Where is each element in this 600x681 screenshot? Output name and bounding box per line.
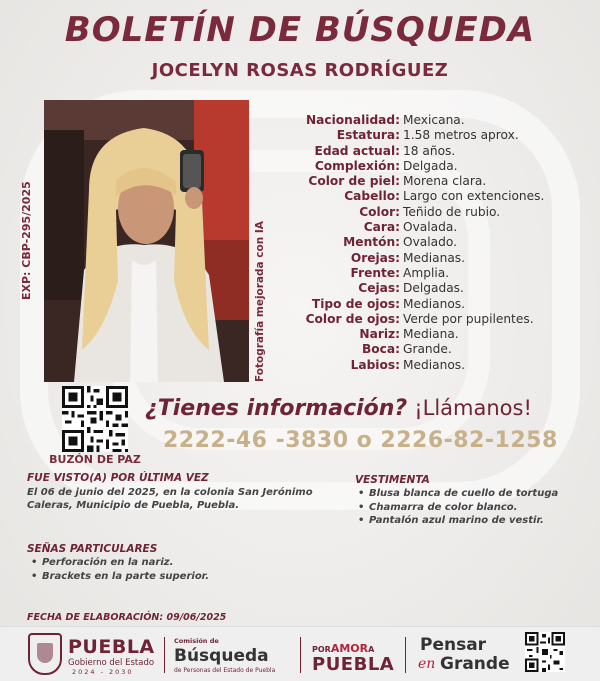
desc-row-color xyxy=(280,205,580,220)
desc-value: Teñido de rubio. xyxy=(403,204,501,219)
desc-value: Ovalada. xyxy=(403,220,458,235)
desc-row-menton xyxy=(280,235,580,250)
contact-phones[interactable]: 2222-46 -3830 o 2226-82-1258 xyxy=(163,428,558,453)
clothing-list xyxy=(357,487,558,528)
clothing-item: • Pantalón azul marino de vestir. xyxy=(357,514,558,528)
amor-text: AMOR xyxy=(330,642,369,655)
desc-value: Mexicana. xyxy=(403,113,465,127)
footer-divider xyxy=(405,637,406,673)
marks-heading: SEÑAS PARTICULARES xyxy=(27,543,158,555)
contact-call: ¡Llámanos! xyxy=(414,396,532,420)
contact-prompt xyxy=(145,396,595,421)
desc-row-cara xyxy=(280,220,580,235)
desc-value: Medianos. xyxy=(403,357,466,372)
desc-row-color-ojos xyxy=(280,312,580,327)
desc-row-cejas xyxy=(280,281,580,296)
gobierno-text: Gobierno del Estado xyxy=(68,658,155,668)
years-text: 2024 - 2030 xyxy=(72,668,134,676)
desc-label: Orejas: xyxy=(350,250,400,265)
por-text: POR xyxy=(312,645,331,654)
comision-text: Comisión de xyxy=(174,637,219,645)
desc-row-frente xyxy=(280,266,580,281)
a-text: A xyxy=(368,645,375,654)
desc-row-nariz xyxy=(280,327,580,342)
qr-code-icon xyxy=(62,386,128,452)
desc-value: Grande. xyxy=(403,342,452,357)
desc-label: Tipo de ojos: xyxy=(311,296,400,311)
desc-value: Ovalado. xyxy=(403,235,457,250)
desc-value: Largo con extenciones. xyxy=(403,189,545,204)
clothing-item: • Blusa blanca de cuello de tortuga xyxy=(357,487,558,501)
bulletin-title: BOLETÍN DE BÚSQUEDA xyxy=(64,10,536,50)
elaboration-date: FECHA DE ELABORACIÓN: 09/06/2025 xyxy=(27,612,227,623)
marks-list xyxy=(30,556,209,583)
clothing-heading: VESTIMENTA xyxy=(355,474,430,486)
mark-item: • Perforación en la nariz. xyxy=(30,556,209,570)
desc-row-nacionalidad xyxy=(280,113,580,128)
pensar-text: Pensar xyxy=(420,635,487,655)
desc-row-orejas xyxy=(280,251,580,266)
desc-row-complexion xyxy=(280,159,580,174)
contact-question: ¿Tienes información? xyxy=(145,396,408,421)
expediente-number: EXP: CBP-295/2025 xyxy=(20,181,33,300)
desc-row-piel xyxy=(280,174,580,189)
desc-label: Cejas: xyxy=(358,281,400,296)
desc-label: Frente: xyxy=(350,265,400,280)
footer-divider xyxy=(164,637,165,673)
footer-qr-code[interactable] xyxy=(525,632,565,672)
desc-value: Delgadas. xyxy=(403,281,464,296)
desc-label: Estatura: xyxy=(336,128,400,143)
mark-item: • Brackets en la parte superior. xyxy=(30,570,209,584)
photo-ai-note: Fotografía mejorada con IA xyxy=(254,221,266,382)
desc-label: Edad actual: xyxy=(314,143,400,158)
desc-row-estatura xyxy=(280,128,580,143)
desc-label: Cabello: xyxy=(344,189,400,204)
last-seen-line2: Caleras, Municipio de Puebla, Puebla. xyxy=(27,500,240,511)
en-text: en xyxy=(418,656,436,672)
qr-code-icon xyxy=(525,632,565,672)
person-photo-illustration xyxy=(44,100,249,382)
grande-text: Grande xyxy=(440,654,510,674)
desc-value: 18 años. xyxy=(403,143,456,158)
desc-label: Color de piel: xyxy=(308,174,400,189)
desc-value: Amplia. xyxy=(403,265,450,280)
buzon-qr-code[interactable] xyxy=(62,386,128,452)
desc-label: Nariz: xyxy=(359,327,400,342)
desc-row-cabello xyxy=(280,189,580,204)
desc-row-edad xyxy=(280,144,580,159)
desc-label: Labios: xyxy=(350,357,400,372)
puebla-logo-text: PUEBLA xyxy=(68,636,155,658)
busqueda-sub-text: de Personas del Estado de Puebla xyxy=(174,667,276,674)
desc-row-tipo-ojos xyxy=(280,297,580,312)
last-seen-heading: FUE VISTO(A) POR ÚLTIMA VEZ xyxy=(27,472,209,484)
footer-divider xyxy=(300,637,301,673)
desc-label: Boca: xyxy=(362,342,400,357)
clothing-item: • Chamarra de color blanco. xyxy=(357,501,558,515)
desc-value: Morena clara. xyxy=(403,174,487,189)
desc-value: Medianas. xyxy=(403,250,466,265)
puebla-slogan-text: PUEBLA xyxy=(312,654,395,675)
desc-label: Mentón: xyxy=(343,235,400,250)
desc-label: Cara: xyxy=(363,220,400,235)
missing-person-name: JOCELYN ROSAS RODRÍGUEZ xyxy=(151,60,449,81)
desc-value: 1.58 metros aprox. xyxy=(403,128,519,143)
last-seen-line1: El 06 de junio del 2025, en la colonia San Jerónimo xyxy=(27,487,313,498)
physical-description xyxy=(280,113,580,373)
buzon-de-paz-label: BUZÓN DE PAZ xyxy=(49,453,141,466)
busqueda-logo-text: Búsqueda xyxy=(174,646,269,666)
desc-label: Complexión: xyxy=(314,158,400,173)
state-shield-icon xyxy=(28,633,62,675)
desc-value: Verde por pupilentes. xyxy=(403,311,534,326)
desc-value: Medianos. xyxy=(403,296,466,311)
person-photo xyxy=(44,100,249,382)
desc-value: Mediana. xyxy=(403,327,459,342)
desc-row-boca xyxy=(280,342,580,357)
desc-label: Color de ojos: xyxy=(305,311,400,326)
desc-row-labios xyxy=(280,358,580,373)
desc-label: Nacionalidad: xyxy=(305,113,400,127)
footer-logos xyxy=(0,626,600,681)
desc-value: Delgada. xyxy=(403,158,458,173)
desc-label: Color: xyxy=(359,204,400,219)
